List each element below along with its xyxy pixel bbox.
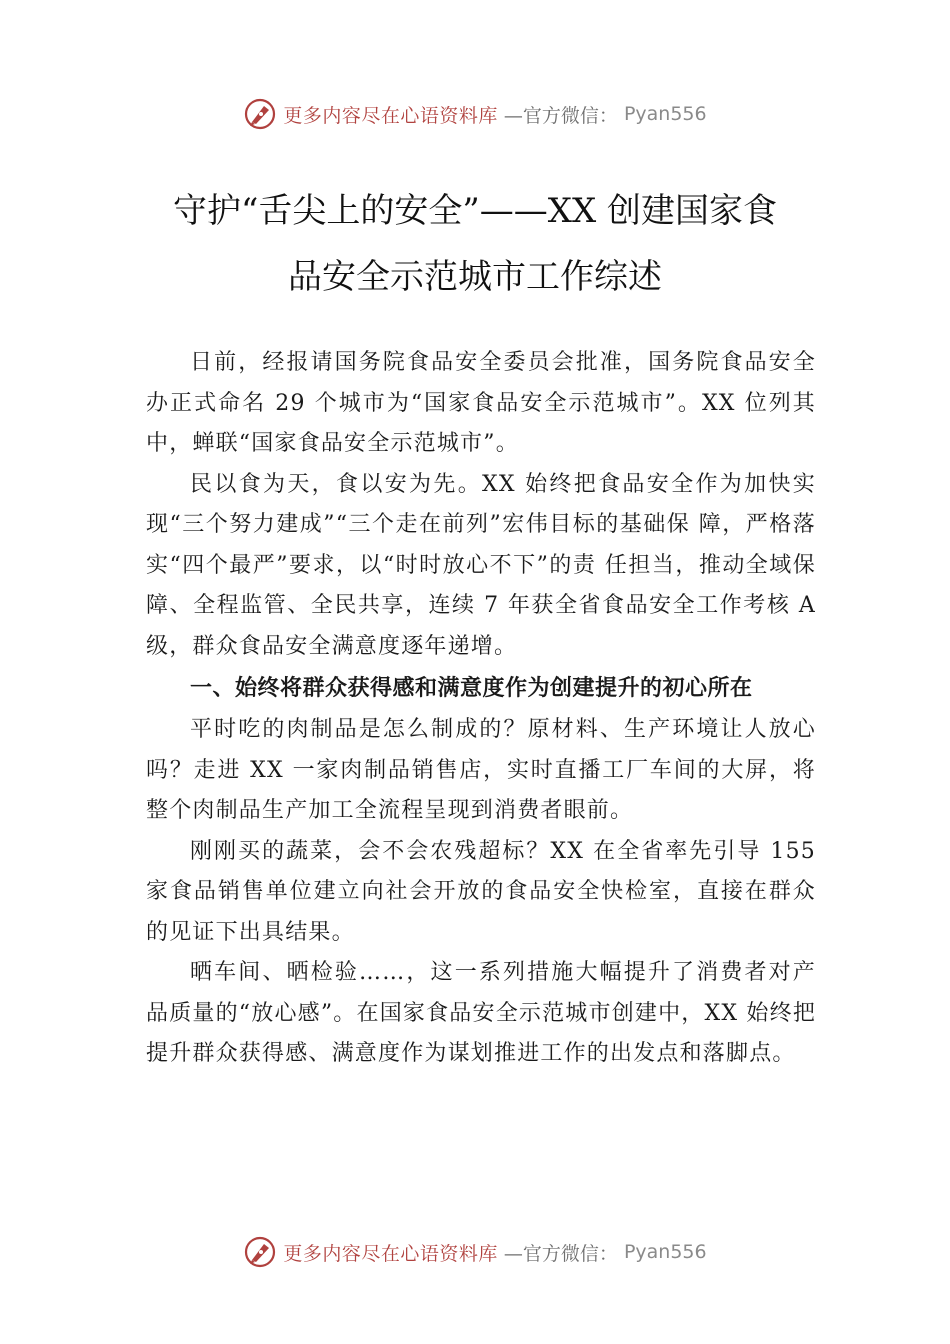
banner-brand-text: 更多内容尽在心语资料库 <box>283 104 498 127</box>
banner-wechat-id: Pyan556 <box>623 1241 707 1263</box>
document-body <box>146 343 816 1075</box>
banner-separator-text: —官方微信： <box>503 1242 618 1265</box>
pen-nib-logo-icon <box>243 97 277 131</box>
paragraph-3: 平时吃的肉制品是怎么制成的？原材料、生产环境让人放心吗？走进 XX 一家肉制品销售店，实时直播工厂车间的大屏，将整个肉制品生产加工全流程呈现到消费者眼前。 <box>146 717 816 823</box>
title-line-2: 品安全示范城市工作综述 <box>288 257 662 297</box>
pen-nib-logo-icon <box>243 1235 277 1269</box>
paragraph-2: 民以食为天，食以安为先。XX 始终把食品安全作为加快实现“三个努力建成”“三个走在前列”宏伟目标的基础保 障，严格落实“四个最严”要求，以“时时放心不下”的责 任担当，推动全域保障、全程监管、全民共享，连续 7 年获全省食品安全工作考核 A 级，群众食品安全满意度逐年递增。 <box>146 471 816 659</box>
banner-separator-text: —官方微信： <box>503 104 618 127</box>
banner-brand-text: 更多内容尽在心语资料库 <box>283 1242 498 1265</box>
header-banner[interactable] <box>0 94 950 134</box>
document-title <box>120 178 830 310</box>
title-line-1: 守护“舌尖上的安全”——XX 创建国家食 <box>173 191 777 231</box>
footer-banner[interactable] <box>0 1232 950 1272</box>
paragraph-5: 晒车间、晒检验……，这一系列措施大幅提升了消费者对产品质量的“放心感”。在国家食品安全示范城市创建中，XX 始终把提升群众获得感、满意度作为谋划推进工作的出发点和落脚点。 <box>146 960 817 1066</box>
section-heading-1: 一、始终将群众获得感和满意度作为创建提升的初心所在 <box>190 676 753 701</box>
paragraph-4: 刚刚买的蔬菜，会不会农残超标？XX 在全省率先引导 155 家食品销售单位建立向社会开放的食品安全快检室，直接在群众的见证下出具结果。 <box>146 838 816 945</box>
paragraph-1: 日前，经报请国务院食品安全委员会批准，国务院食品安全办正式命名 29 个城市为“国家食品安全示范城市”。XX 位列其中，蝉联“国家食品安全示范城市”。 <box>146 350 816 456</box>
banner-wechat-id: Pyan556 <box>623 103 707 125</box>
